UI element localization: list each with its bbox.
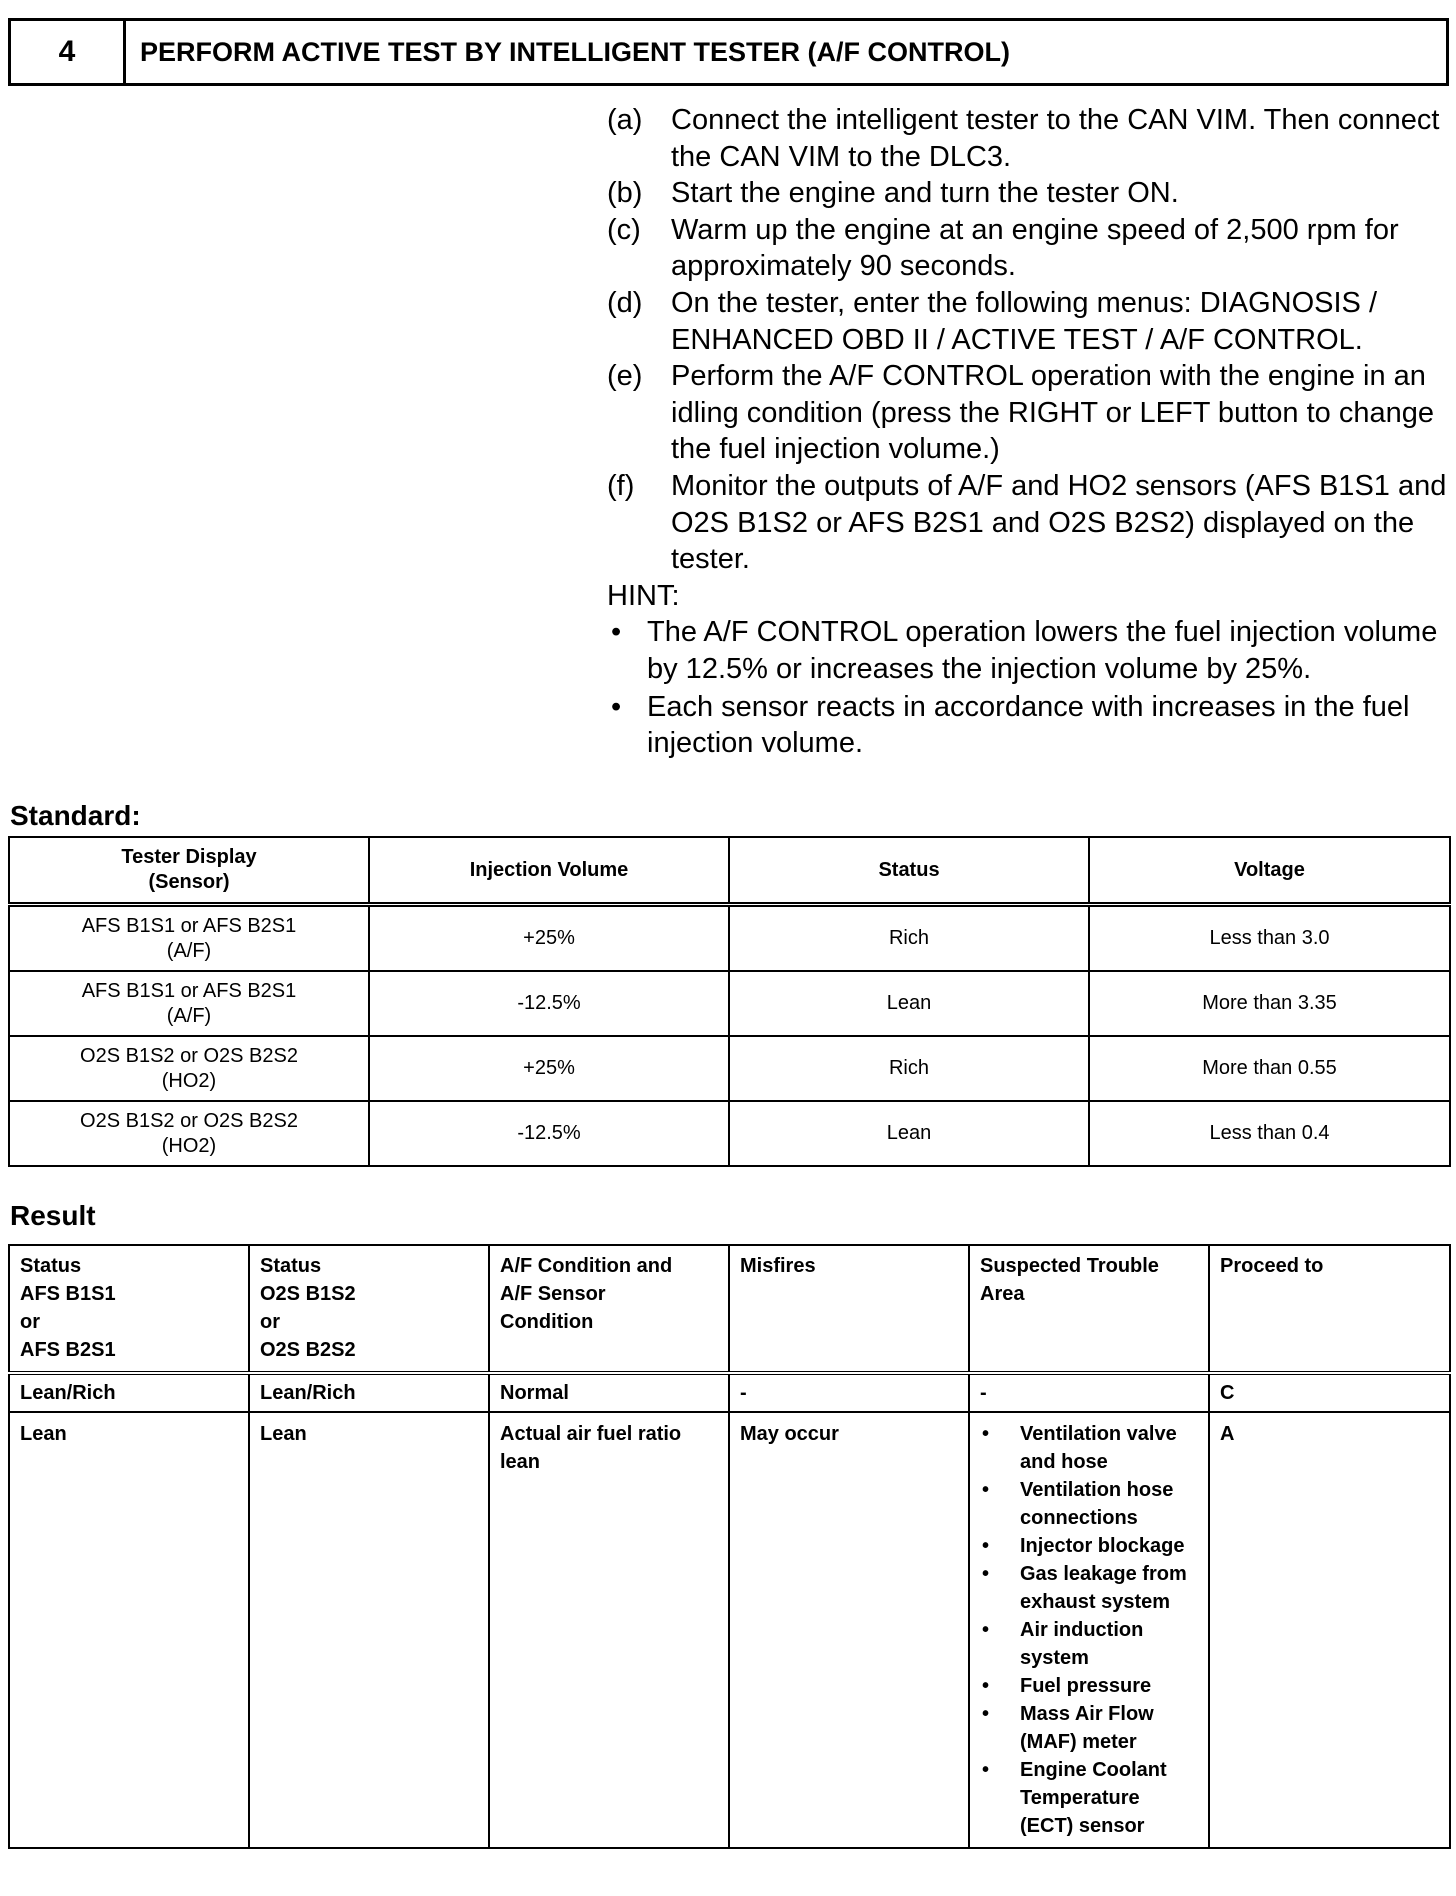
bullet-icon: • bbox=[982, 1479, 990, 1501]
status-cell bbox=[729, 971, 1089, 1036]
procedure-step bbox=[607, 102, 1447, 175]
procedure-step bbox=[607, 175, 1447, 212]
afs-status-cell: Lean bbox=[9, 1412, 249, 1848]
text-line: or bbox=[20, 1311, 40, 1333]
text-line: Condition bbox=[500, 1311, 594, 1333]
text-line: O2S B1S2 bbox=[260, 1283, 356, 1305]
text-line: Area bbox=[980, 1283, 1025, 1305]
text-line: (HO2) bbox=[161, 1069, 217, 1092]
injection-volume-cell bbox=[369, 1036, 729, 1101]
hint-bullet bbox=[607, 614, 1447, 687]
injection-volume-cell bbox=[369, 971, 729, 1036]
trouble-text: Engine Coolant Temperature (ECT) sensor bbox=[1020, 1759, 1167, 1837]
table-header-row bbox=[9, 1245, 1450, 1373]
text-line: or bbox=[260, 1311, 280, 1333]
table-row bbox=[9, 905, 1450, 972]
step-header bbox=[8, 18, 1449, 86]
text-line: Status bbox=[260, 1255, 322, 1277]
bullet-icon: • bbox=[982, 1423, 990, 1445]
text-line: AFS B2S1 bbox=[20, 1339, 116, 1361]
proceed-cell: A bbox=[1209, 1412, 1450, 1848]
result-table bbox=[8, 1244, 1451, 1849]
text-line: (HO2) bbox=[161, 1134, 217, 1157]
bullet-icon: • bbox=[982, 1703, 990, 1725]
injection-volume-cell bbox=[369, 905, 729, 972]
misfires-cell: - bbox=[729, 1373, 969, 1412]
text-line: +25% bbox=[523, 1057, 575, 1079]
text-line: O2S B1S2 or O2S B2S2 bbox=[80, 1109, 298, 1132]
text-line: Less than 0.4 bbox=[1209, 1122, 1330, 1144]
step-number: 4 bbox=[11, 21, 126, 83]
voltage-cell bbox=[1089, 905, 1450, 972]
voltage-cell bbox=[1089, 971, 1450, 1036]
trouble-item bbox=[980, 1616, 1198, 1672]
trouble-text: Air induction system bbox=[1020, 1619, 1144, 1669]
o2s-status-cell: Lean/Rich bbox=[249, 1373, 489, 1412]
status-cell bbox=[729, 1036, 1089, 1101]
trouble-item bbox=[980, 1476, 1198, 1532]
text-line: Proceed to bbox=[1220, 1255, 1324, 1277]
bullet-icon: • bbox=[611, 616, 622, 649]
text-line: Lean bbox=[886, 992, 932, 1014]
status-cell bbox=[729, 1101, 1089, 1166]
voltage-cell bbox=[1089, 1036, 1450, 1101]
bullet-icon: • bbox=[982, 1675, 990, 1697]
text-line: O2S B1S2 or O2S B2S2 bbox=[80, 1044, 298, 1067]
condition-line: Actual air fuel ratio bbox=[500, 1423, 682, 1445]
column-header bbox=[969, 1245, 1209, 1373]
result-title: Result bbox=[10, 1200, 96, 1231]
misfires-cell: May occur bbox=[729, 1412, 969, 1848]
header-line: Tester Display bbox=[121, 846, 257, 868]
text-line: AFS B1S1 or AFS B2S1 bbox=[81, 979, 297, 1002]
hint-text: The A/F CONTROL operation lowers the fuel injection volume by 12.5% or increases the injection volume by 25%. bbox=[647, 616, 1438, 685]
text-line: -12.5% bbox=[517, 992, 581, 1014]
procedure-step bbox=[607, 212, 1447, 285]
trouble-item bbox=[980, 1420, 1198, 1476]
trouble-item bbox=[980, 1560, 1198, 1616]
trouble-list bbox=[980, 1420, 1198, 1840]
procedure-section bbox=[607, 102, 1447, 762]
text-line: More than 0.55 bbox=[1202, 1057, 1337, 1079]
procedure-letter: (e) bbox=[607, 360, 643, 393]
condition-cell bbox=[489, 1412, 729, 1848]
tester-display-cell bbox=[9, 971, 369, 1036]
procedure-letter: (a) bbox=[607, 104, 643, 136]
trouble-area-cell bbox=[969, 1412, 1209, 1848]
trouble-item bbox=[980, 1532, 1198, 1560]
column-header bbox=[9, 1245, 249, 1373]
text-line: Suspected Trouble bbox=[980, 1255, 1159, 1277]
trouble-text: Ventilation hose connections bbox=[1020, 1479, 1174, 1529]
hint-bullet bbox=[607, 689, 1447, 762]
trouble-item bbox=[980, 1700, 1198, 1756]
text-line: AFS B1S1 bbox=[20, 1283, 116, 1305]
trouble-text: Gas leakage from exhaust system bbox=[1020, 1563, 1187, 1613]
procedure-step bbox=[607, 285, 1447, 358]
text-line: Rich bbox=[888, 927, 929, 949]
procedure-letter: (b) bbox=[607, 177, 643, 210]
text-line: -12.5% bbox=[517, 1122, 581, 1144]
text-line: AFS B1S1 or AFS B2S1 bbox=[81, 914, 297, 937]
trouble-text: Injector blockage bbox=[1020, 1535, 1185, 1557]
afs-status-cell: Lean/Rich bbox=[9, 1373, 249, 1412]
o2s-status-cell: Lean bbox=[249, 1412, 489, 1848]
table-row bbox=[9, 971, 1450, 1036]
text-line: Lean bbox=[886, 1122, 932, 1144]
text-line: (A/F) bbox=[166, 1004, 212, 1027]
bullet-icon: • bbox=[982, 1619, 990, 1641]
bullet-icon: • bbox=[611, 690, 622, 723]
condition-line: lean bbox=[500, 1451, 541, 1473]
column-header bbox=[249, 1245, 489, 1373]
table-header-row bbox=[9, 837, 1450, 905]
trouble-area-cell: - bbox=[969, 1373, 1209, 1412]
standard-table bbox=[8, 836, 1451, 1167]
trouble-text: Fuel pressure bbox=[1020, 1675, 1152, 1697]
text-line: A/F Condition and bbox=[500, 1255, 673, 1277]
hint-text: Each sensor reacts in accordance with increases in the fuel injection volume. bbox=[647, 690, 1410, 760]
trouble-text: Ventilation valve and hose bbox=[1020, 1423, 1177, 1473]
column-header bbox=[9, 837, 369, 905]
standard-title: Standard: bbox=[10, 800, 141, 831]
table-row bbox=[9, 1412, 1450, 1848]
table-row bbox=[9, 1101, 1450, 1166]
text-line: Misfires bbox=[740, 1255, 816, 1277]
text-line: More than 3.35 bbox=[1202, 992, 1337, 1014]
condition-cell: Normal bbox=[489, 1373, 729, 1412]
tester-display-cell bbox=[9, 905, 369, 972]
procedure-text: Perform the A/F CONTROL operation with the engine in an idling condition (press the RIGHT or LEFT button to change the fuel injection volume.) bbox=[671, 360, 1435, 466]
procedure-text: Connect the intelligent tester to the CAN VIM. Then connect the CAN VIM to the DLC3. bbox=[671, 104, 1440, 173]
voltage-cell bbox=[1089, 1101, 1450, 1166]
text-line: Status bbox=[20, 1255, 82, 1277]
text-line: Less than 3.0 bbox=[1209, 927, 1330, 949]
tester-display-cell bbox=[9, 1036, 369, 1101]
text-line: Rich bbox=[888, 1057, 929, 1079]
procedure-text: Monitor the outputs of A/F and HO2 sensors (AFS B1S1 and O2S B1S2 or AFS B2S1 and O2S B2S2) displayed on the tester. bbox=[671, 469, 1447, 576]
column-header bbox=[489, 1245, 729, 1373]
column-header: Status bbox=[729, 837, 1089, 905]
trouble-item bbox=[980, 1756, 1198, 1840]
tester-display-cell bbox=[9, 1101, 369, 1166]
text-line: +25% bbox=[523, 927, 575, 949]
bullet-icon: • bbox=[982, 1759, 990, 1781]
procedure-text: Start the engine and turn the tester ON. bbox=[671, 177, 1179, 210]
proceed-cell: C bbox=[1209, 1373, 1450, 1412]
bullet-icon: • bbox=[982, 1563, 990, 1585]
procedure-letter: (f) bbox=[607, 469, 635, 502]
column-header bbox=[1209, 1245, 1450, 1373]
column-header: Voltage bbox=[1089, 837, 1450, 905]
column-header: Injection Volume bbox=[369, 837, 729, 905]
text-line: (A/F) bbox=[166, 939, 212, 962]
column-header bbox=[729, 1245, 969, 1373]
procedure-step bbox=[607, 358, 1447, 468]
hint-label: HINT: bbox=[607, 579, 680, 612]
trouble-text: Mass Air Flow (MAF) meter bbox=[1020, 1703, 1154, 1753]
table-row bbox=[9, 1036, 1450, 1101]
text-line: A/F Sensor bbox=[500, 1283, 606, 1305]
procedure-letter: (c) bbox=[607, 213, 641, 246]
trouble-item bbox=[980, 1672, 1198, 1700]
table-row bbox=[9, 1373, 1450, 1412]
procedure-text: On the tester, enter the following menus: DIAGNOSIS / ENHANCED OBD II / ACTIVE TEST / A/F CONTROL. bbox=[671, 286, 1377, 356]
text-line: O2S B2S2 bbox=[260, 1339, 356, 1361]
status-cell bbox=[729, 905, 1089, 972]
injection-volume-cell bbox=[369, 1101, 729, 1166]
step-title: PERFORM ACTIVE TEST BY INTELLIGENT TESTER (A/F CONTROL) bbox=[140, 36, 1010, 67]
bullet-icon: • bbox=[982, 1535, 990, 1557]
procedure-step bbox=[607, 468, 1447, 578]
procedure-text: Warm up the engine at an engine speed of 2,500 rpm for approximately 90 seconds. bbox=[671, 213, 1399, 283]
header-line: (Sensor) bbox=[148, 871, 230, 893]
procedure-letter: (d) bbox=[607, 286, 643, 319]
